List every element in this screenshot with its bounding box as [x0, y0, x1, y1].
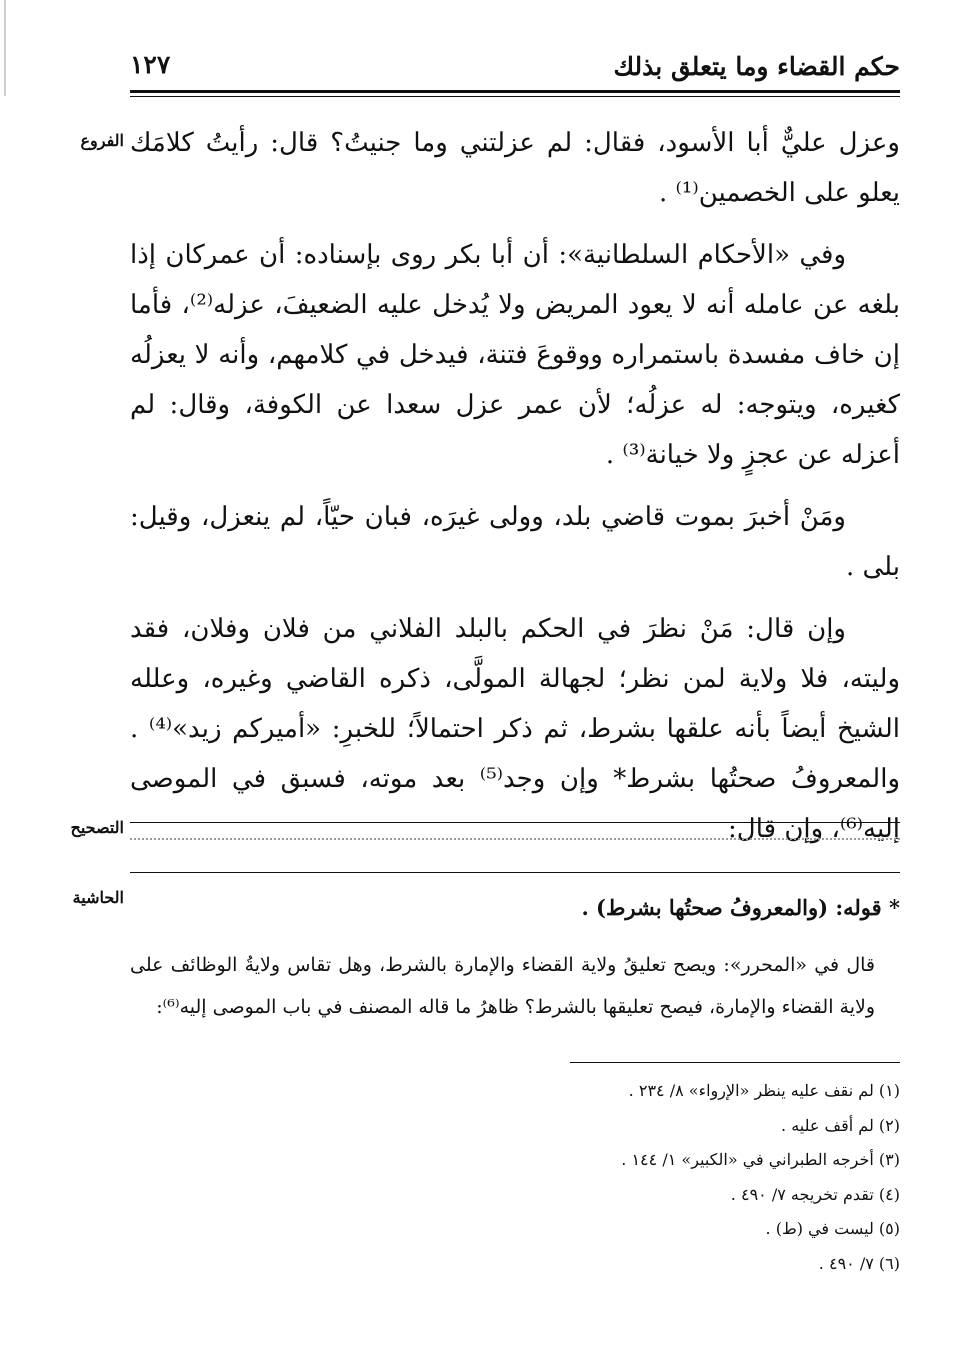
page-header: [130, 48, 900, 86]
footnote-item: (٣) أخرجه الطبراني في «الكبير» ١/ ١٤٤ .: [621, 1150, 900, 1169]
margin-label-hashiya: الحاشية: [72, 888, 124, 907]
tashih-dotted-line: [130, 838, 900, 840]
footnote-separator: [570, 1062, 900, 1063]
hashiya-heading: * قوله: (والمعروفُ صحتُها بشرط) .: [581, 895, 900, 920]
footnote-item: (١) لم نقف عليه ينظر «الإرواء» ٨/ ٢٣٤ .: [628, 1081, 900, 1100]
main-text: [130, 118, 900, 854]
footnote-item: (٤) تقدم تخريجه ٧/ ٤٩٠ .: [730, 1184, 900, 1204]
main-paragraph: وعزل عليٌّ أبا الأسود، فقال: لم عزلتني وما جنيتُ؟ قال: رأيتُ كلامَك يعلو على الخصمين⁽¹⁾ .: [130, 128, 900, 208]
header-rule-thick: [130, 90, 900, 93]
footnote-item: (٦) ٧/ ٤٩٠ .: [818, 1253, 900, 1273]
tashih-bottom-rule: [130, 872, 900, 873]
main-paragraph: ومَنْ أخبرَ بموت قاضي بلد، وولى غيرَه، فبان حيّاً، لم ينعزل، وقيل: بلى .: [130, 502, 900, 582]
margin-label-tashih: التصحيح: [70, 818, 124, 837]
page-edge-line: [4, 0, 6, 96]
footnotes: [130, 1074, 900, 1281]
header-rule-thin: [130, 96, 900, 97]
margin-label-furu: الفروع: [80, 131, 124, 150]
main-paragraph: وإن قال: مَنْ نظرَ في الحكم بالبلد الفلاني من فلان وفلان، فقد وليته، فلا ولاية لمن نظر؛ لجهالة المولَّى، ذكره القاضي وغيره، وعلله الشيخ أيضاً بأنه علقها بشرط، ثم ذكر احتمالاً؛ للخبرِ: «أميركم زيد»⁽⁴⁾ . والمعروفُ صحتُها بشرط* وإن وجد⁽⁵⁾ بعد موته، فسبق في الموصى إليه⁽⁶⁾، وإن قال:: [130, 614, 901, 844]
footnote-item: (٥) ليست في (ط) .: [765, 1219, 900, 1238]
running-title: حكم القضاء وما يتعلق بذلك: [613, 52, 900, 81]
hashiya-body: قال في «المحرر»: ويصح تعليقُ ولاية القضاء والإمارة بالشرط، وهل تقاس ولايةُ الوظائف على ولاية القضاء والإمارة، فيصح تعليقها بالشرط؟ ظاهرُ ما قاله المصنف في باب الموصى إليه⁽⁶⁾:: [130, 954, 875, 1018]
footnote-item: (٢) لم أقف عليه .: [781, 1115, 900, 1135]
page-number: ١٢٧: [130, 50, 171, 79]
tashih-top-rule: [130, 822, 900, 823]
main-paragraph: وفي «الأحكام السلطانية»: أن أبا بكر روى بإسناده: أن عمركان إذا بلغه عن عامله أنه لا يعود المريض ولا يُدخل عليه الضعيفَ، عزله⁽²⁾، فأما إن خاف مفسدة باستمراره ووقوعَ فتنة، فيدخل في كلامهم، وأنه لا يعزلُه كغيره، ويتوجه: له عزلُه؛ لأن عمر عزل سعدا عن الكوفة، وقال: لم أعزله عن عجزٍ ولا خيانة⁽³⁾ .: [130, 240, 900, 470]
